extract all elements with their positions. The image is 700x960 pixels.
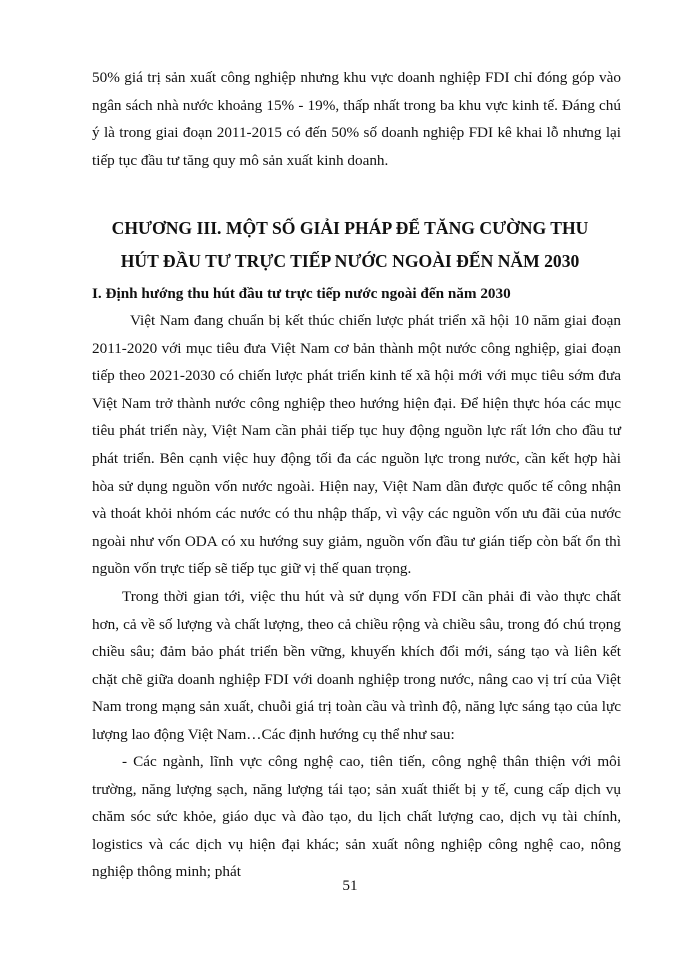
section-heading: I. Định hướng thu hút đầu tư trực tiếp nước ngoài đến năm 2030 (92, 285, 511, 302)
intro-paragraph: 50% giá trị sản xuất công nghiệp nhưng khu vực doanh nghiệp FDI chỉ đóng góp vào ngân sách nhà nước khoảng 15% - 19%, thấp nhất trong ba khu vực kinh tế. Đáng chú ý là trong giai đoạn 2011-2015 có đến 50% số doanh nghiệp FDI kê khai lỗ nhưng lại tiếp tục đầu tư tăng quy mô sản xuất kinh doanh. (92, 69, 621, 169)
chapter-title-line-2: HÚT ĐẦU TƯ TRỰC TIẾP NƯỚC NGOÀI ĐẾN NĂM 2030 (120, 251, 580, 271)
page-number: 51 (342, 877, 358, 894)
body-paragraph-2: Trong thời gian tới, việc thu hút và sử dụng vốn FDI cần phải đi vào thực chất hơn, cả về số lượng và chất lượng, theo cả chiều rộng và chiều sâu, trong đó chú trọng chiều sâu; đảm bảo phát triển bền vững, khuyến khích đổi mới, sáng tạo và liên kết chặt chẽ giữa doanh nghiệp FDI với doanh nghiệp trong nước, nâng cao vị trí của Việt Nam trong mạng sản xuất, chuỗi giá trị toàn cầu và trình độ, năng lực sáng tạo của lực lượng lao động Việt Nam…Các định hướng cụ thể như sau: (92, 588, 621, 743)
chapter-title-line-1: CHƯƠNG III. MỘT SỐ GIẢI PHÁP ĐỂ TĂNG CƯỜNG THU (111, 218, 589, 238)
body-paragraph-1: Việt Nam đang chuẩn bị kết thúc chiến lược phát triển xã hội 10 năm giai đoạn 2011-2020 với mục tiêu đưa Việt Nam cơ bản thành một nước công nghiệp, giai đoạn tiếp theo 2021-2030 có chiến lược phát triển kinh tế xã hội mới với mục tiêu sớm đưa Việt Nam trở thành nước công nghiệp theo hướng hiện đại. Để hiện thực hóa các mục tiêu phát triển này, Việt Nam cần phải tiếp tục huy động nguồn lực rất lớn cho đầu tư phát triển. Bên cạnh việc huy động tối đa các nguồn lực trong nước, cần kết hợp hài hòa sử dụng nguồn vốn nước ngoài. Hiện nay, Việt Nam dần được quốc tế công nhận và thoát khỏi nhóm các nước có thu nhập thấp, vì vậy các nguồn vốn ưu đãi của nước ngoài như vốn ODA có xu hướng suy giảm, nguồn vốn đầu tư gián tiếp còn bất ổn thì nguồn vốn trực tiếp sẽ tiếp tục giữ vị thế quan trọng. (92, 312, 621, 578)
body-paragraph-3: - Các ngành, lĩnh vực công nghệ cao, tiên tiến, công nghệ thân thiện với môi trường, năng lượng sạch, năng lượng tái tạo; sản xuất thiết bị y tế, cung cấp dịch vụ chăm sóc sức khỏe, giáo dục và đào tạo, du lịch chất lượng cao, dịch vụ tài chính, logistics và các dịch vụ hiện đại khác; sản xuất nông nghiệp công nghệ cao, nông nghiệp thông minh; phát (92, 753, 621, 881)
